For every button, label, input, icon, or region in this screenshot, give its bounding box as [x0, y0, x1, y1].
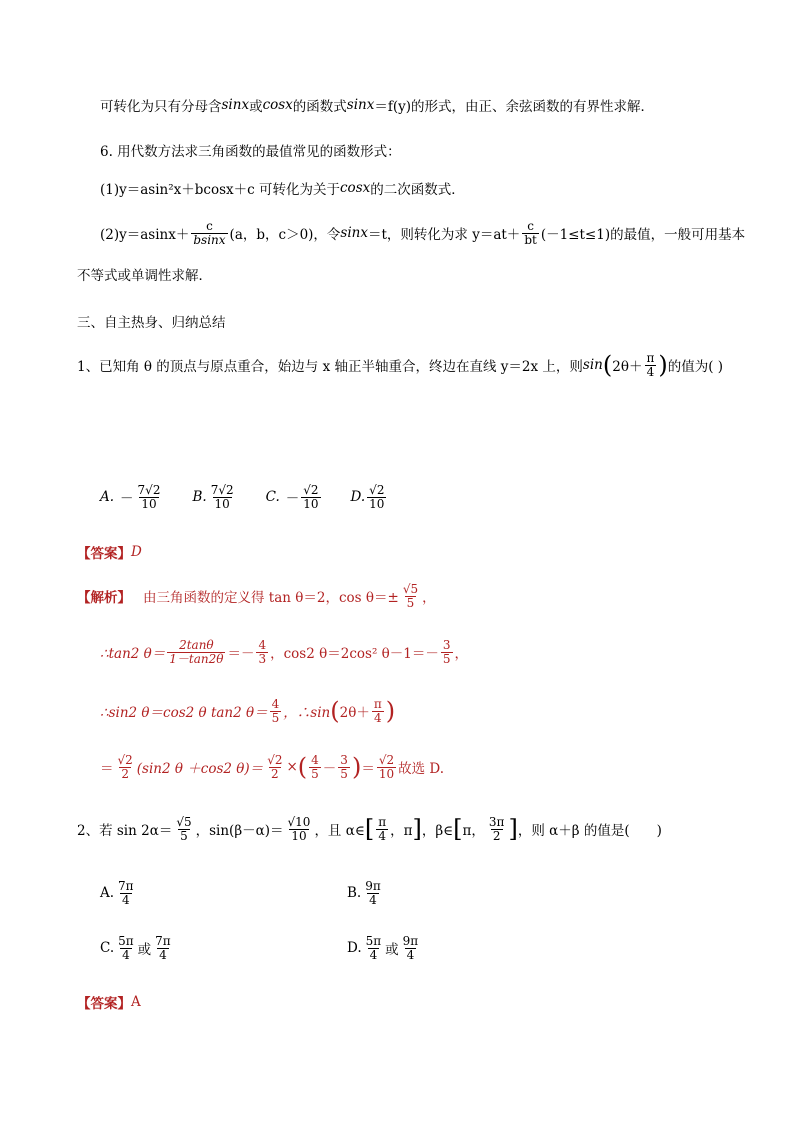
fraction: $\frac{7\pi}{4}$	[155, 934, 171, 962]
fraction: $\frac{9\pi}{4}$	[365, 879, 381, 907]
fraction: $\frac{√10}{10}$	[287, 815, 311, 843]
fraction: $\frac{√2}{2}$	[117, 753, 133, 781]
fraction: $\frac{5\pi}{4}$	[365, 934, 382, 962]
fraction: $\frac{7√2}{10}$	[137, 483, 161, 511]
fraction: $\frac{2\tan\theta}{1-\tan 2\theta}$	[169, 638, 224, 666]
fraction: $\frac{√2}{10}$	[303, 483, 319, 511]
fraction: $\frac{c}{bt}$	[524, 219, 537, 247]
option-c[interactable]: C. － $\frac{√2}{10}$	[265, 483, 319, 511]
solution-line-4: ＝ $\frac{√2}{2}$ (sin2 θ ＋cos2 θ)＝ $\frac{√2}{2}$ × ( $\frac{4}{5}$ － $\frac{3}{5}$ ) ＝ $\frac{√2}{10}$ 故选 D.	[100, 753, 445, 782]
fraction: $\frac{4}{5}$	[311, 753, 319, 781]
fraction: $\frac{3}{5}$	[442, 638, 451, 666]
solution-line-3: ∴sin2 θ＝cos2 θ tan2 θ＝ $\frac{4}{5}$ ，∴sin ( 2θ＋ $\frac{\pi}{4}$ )	[100, 697, 396, 726]
option-d[interactable]: D. $\frac{√2}{10}$	[350, 483, 385, 511]
option-b[interactable]: B. $\frac{7√2}{10}$	[192, 483, 234, 511]
fraction: $\frac{√2}{10}$	[378, 753, 395, 781]
paragraph-form-1: (1)y＝asin²x＋bcosx＋c 可转化为关于 cosx 的二次函数式．	[100, 180, 465, 198]
fraction: $\frac{7√2}{10}$	[210, 483, 234, 511]
option-a[interactable]: A. － $\frac{7√2}{10}$	[100, 483, 161, 511]
answer-2: 【答案】 A	[77, 994, 141, 1012]
fraction: $\frac{3\pi}{2}$	[488, 815, 505, 843]
paragraph-item-6: 6. 用代数方法求三角函数的最值常见的函数形式：	[100, 144, 401, 160]
fraction: $\frac{4}{5}$	[271, 697, 280, 725]
solution-line-1: 【解析】 由三角函数的定义得 tan θ＝2，cos θ＝± $\frac{√5}{5}$ ，	[77, 582, 436, 610]
answer-1: 【答案】 D	[77, 544, 142, 562]
paragraph-bounded-form: 可转化为只有分母含 sinx 或 cosx 的函数式 sinx ＝f(y)的形式，由正、余弦函数的有界性求解．	[100, 97, 655, 115]
section-title: 三、自主热身、归纳总结	[77, 315, 226, 331]
question-2-option-b[interactable]: B. $\frac{9\pi}{4}$	[347, 879, 381, 907]
fraction: $\frac{\pi}{4}$	[373, 697, 382, 725]
fraction: $\frac{9\pi}{4}$	[402, 934, 419, 962]
fraction: $\frac{3}{5}$	[340, 753, 348, 781]
paragraph-form-2-cont: 不等式或单调性求解．	[77, 268, 212, 284]
fraction: $\frac{\pi}{4}$	[646, 351, 655, 379]
question-2: 2、若 sin 2α＝ $\frac{√5}{5}$ ，sin(β－α)＝ $\frac{√10}{10}$ ，且 α∈ [ $\frac{\pi}{4}$ ，π ] ，β∈ [ π， $\frac{3\pi}{2}$ ] ，则 α＋β 的值是( )	[77, 815, 662, 844]
fraction: $\frac{√2}{10}$	[369, 483, 385, 511]
fraction: $\frac{\pi}{4}$	[378, 815, 387, 843]
question-2-option-a[interactable]: A. $\frac{7\pi}{4}$	[100, 879, 134, 907]
question-1: 1、已知角 θ 的顶点与原点重合，始边与 x 轴正半轴重合，终边在直线 y＝2x 上，则 sin ( 2θ＋ $\frac{\pi}{4}$ ) 的值为( )	[77, 351, 724, 380]
fraction: $\frac{√5}{5}$	[402, 582, 419, 610]
paragraph-form-2: (2)y＝asinx＋ $\frac{c}{bsinx}$ (a，b，c＞0)，令 sinx ＝t，则转化为求 y＝at＋ $\frac{c}{bt}$ (－1≤t≤1)的最值，一般可用基本	[100, 219, 746, 247]
solution-line-2: ∴tan2 θ＝ $\frac{2\tan\theta}{1-\tan 2\theta}$ ＝－ $\frac{4}{3}$ ，cos2 θ＝2cos² θ－1＝－ $\frac{3}{5}$ ，	[100, 638, 468, 666]
fraction: $\frac{√2}{2}$	[267, 753, 283, 781]
fraction: $\frac{√5}{5}$	[176, 815, 192, 843]
fraction: $\frac{5\pi}{4}$	[118, 934, 134, 962]
fraction: $\frac{4}{3}$	[258, 638, 267, 666]
question-2-option-c[interactable]: C. $\frac{5\pi}{4}$ 或 $\frac{7\pi}{4}$	[100, 934, 171, 962]
fraction: $\frac{7\pi}{4}$	[118, 879, 134, 907]
question-2-option-d[interactable]: D. $\frac{5\pi}{4}$ 或 $\frac{9\pi}{4}$	[347, 934, 419, 962]
fraction: $\frac{c}{bsinx}$	[193, 219, 226, 247]
question-1-options	[100, 484, 416, 510]
